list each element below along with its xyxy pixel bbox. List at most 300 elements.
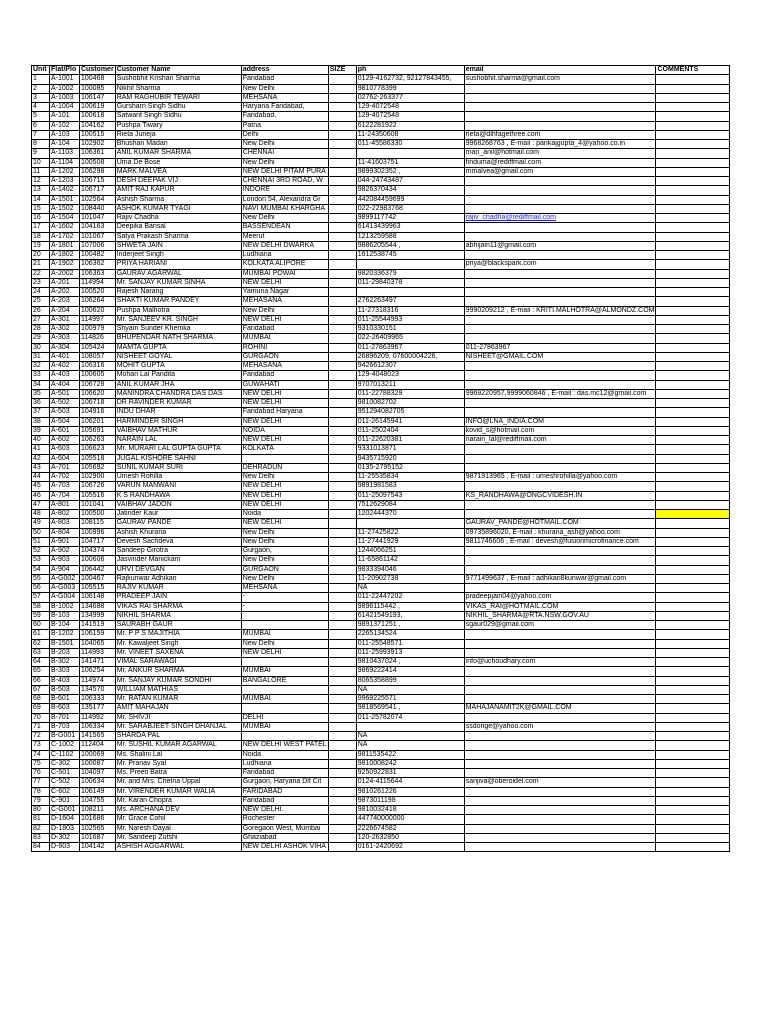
customer-id-cell: 104162: [80, 121, 116, 130]
address-cell: NOIDA: [241, 426, 328, 435]
customer-id-cell: 106254: [80, 667, 116, 676]
unit-cell: 31: [32, 352, 50, 361]
customer-id-cell: 102564: [80, 195, 116, 204]
comments-cell: [656, 297, 730, 306]
email-cell: [464, 787, 656, 796]
address-cell: Ludhiana: [241, 759, 328, 768]
table-row: [32, 732, 730, 741]
customer-name-cell: Mr. SANJAY KUMAR SONDHI: [115, 676, 241, 685]
customer-id-cell: 108115: [80, 519, 116, 528]
header-row: [32, 66, 730, 75]
customer-name-cell: Mr. SANJAY KUMAR SINHA: [115, 278, 241, 287]
email-cell: [464, 278, 656, 287]
customer-name-cell: BHUPENDAR NATH SHARMA: [115, 334, 241, 343]
flat-cell: B-103: [50, 611, 80, 620]
flat-cell: A-1203: [50, 177, 80, 186]
customer-id-cell: 100515: [80, 130, 116, 139]
address-cell: Faridabad: [241, 769, 328, 778]
comments-cell: [656, 704, 730, 713]
phone-cell: 9250922831: [356, 769, 464, 778]
customer-name-cell: Sandeep Girotra: [115, 547, 241, 556]
customer-name-cell: ASHISH AGGARWAL: [115, 843, 241, 852]
size-cell: [328, 75, 356, 84]
unit-cell: 80: [32, 806, 50, 815]
email-cell: [464, 223, 656, 232]
unit-cell: 13: [32, 186, 50, 195]
unit-cell: 8: [32, 140, 50, 149]
customer-name-cell: RAJIV KUMAR: [115, 584, 241, 593]
comments-cell: [656, 658, 730, 667]
customer-name-cell: Ms. Shalini Lal: [115, 750, 241, 759]
customer-name-cell: Ms. ARCHANA DEV: [115, 806, 241, 815]
table-row: [32, 223, 730, 232]
comments-cell: [656, 667, 730, 676]
phone-cell: 9435715920: [356, 454, 464, 463]
table-row: [32, 574, 730, 583]
address-cell: Haryana Faridabad,: [241, 103, 328, 112]
unit-cell: 2: [32, 84, 50, 93]
email-cell: [464, 463, 656, 472]
address-cell: [241, 611, 328, 620]
customer-id-cell: 100468: [80, 75, 116, 84]
size-cell: [328, 648, 356, 657]
table-row: [32, 685, 730, 694]
customer-id-cell: 106333: [80, 695, 116, 704]
address-cell: Gurgaon, Haryana Dlf Cit: [241, 778, 328, 787]
email-cell: GAURAV_PANDE@HOTMAIL.COM: [464, 519, 656, 528]
email-cell: 9969220957,9999060846 , E-mail : das.mc12@gmail.com: [464, 389, 656, 398]
comments-cell: [656, 602, 730, 611]
address-cell: Yamuna Nagar: [241, 288, 328, 297]
table-row: [32, 112, 730, 121]
size-cell: [328, 288, 356, 297]
flat-cell: A-801: [50, 500, 80, 509]
table-row: [32, 195, 730, 204]
flat-cell: A-1902: [50, 260, 80, 269]
email-cell: [464, 843, 656, 852]
flat-cell: A-404: [50, 380, 80, 389]
address-cell: NEW DELHI: [241, 648, 328, 657]
table-row: [32, 214, 730, 223]
customer-id-cell: 106363: [80, 269, 116, 278]
address-cell: KOLKATA: [241, 445, 328, 454]
table-row: [32, 204, 730, 213]
customer-name-cell: Sushobhit Krishan Sharma: [115, 75, 241, 84]
unit-cell: 68: [32, 695, 50, 704]
address-cell: NEW DELHI: [241, 436, 328, 445]
table-row: [32, 639, 730, 648]
address-cell: NEW DELHI PITAM PURA: [241, 167, 328, 176]
unit-cell: 67: [32, 685, 50, 694]
customer-name-cell: Mr. VIRENDER KUMAR WALIA: [115, 787, 241, 796]
customer-name-cell: Mr. P P S MAJITHIA: [115, 630, 241, 639]
email-cell: kovid_s@hotmail.com: [464, 426, 656, 435]
comments-cell: [656, 676, 730, 685]
comments-cell: [656, 454, 730, 463]
comments-cell: [656, 362, 730, 371]
table-row: [32, 362, 730, 371]
customer-id-cell: 134570: [80, 685, 116, 694]
size-cell: [328, 685, 356, 694]
customer-name-cell: AMIT MAHAJAN: [115, 704, 241, 713]
email-cell: [464, 759, 656, 768]
address-cell: Faridabad: [241, 371, 328, 380]
email-cell: 9771499637 , E-mail : adhikari8kunwar@gmail.com: [464, 574, 656, 583]
email-cell: [464, 824, 656, 833]
comments-cell: [656, 306, 730, 315]
unit-cell: 46: [32, 491, 50, 500]
table-row: [32, 741, 730, 750]
comments-cell: [656, 84, 730, 93]
table-row: [32, 510, 730, 519]
unit-cell: 5: [32, 112, 50, 121]
size-cell: [328, 251, 356, 260]
customer-id-cell: 108440: [80, 204, 116, 213]
size-cell: [328, 362, 356, 371]
customer-name-cell: DR RAVINDER KUMAR: [115, 399, 241, 408]
flat-cell: A-G004: [50, 593, 80, 602]
phone-cell: 9891371251 ,: [356, 621, 464, 630]
phone-cell: 120-2632850: [356, 833, 464, 842]
email-cell: [464, 232, 656, 241]
flat-cell: A-1702: [50, 232, 80, 241]
table-row: [32, 315, 730, 324]
address-cell: CHENNAI: [241, 149, 328, 158]
customer-name-cell: Jatinder Kaur: [115, 510, 241, 519]
address-cell: MUMBAI: [241, 695, 328, 704]
phone-cell: 0129-4162732, 92127843455,: [356, 75, 464, 84]
phone-cell: [356, 722, 464, 731]
address-cell: NAVI MUMBAI KHARGHA: [241, 204, 328, 213]
customer-id-cell: 104097: [80, 769, 116, 778]
phone-cell: 9811535422: [356, 750, 464, 759]
size-cell: [328, 602, 356, 611]
size-cell: [328, 325, 356, 334]
customer-name-cell: INDU DHAR: [115, 408, 241, 417]
address-cell: New Delhi: [241, 473, 328, 482]
comments-cell: [656, 260, 730, 269]
size-cell: [328, 769, 356, 778]
comments-cell: [656, 334, 730, 343]
comments-cell: [656, 269, 730, 278]
comments-cell: [656, 121, 730, 130]
size-cell: [328, 149, 356, 158]
email-cell: KS_RANDHAWA@ONGCVIDESH.IN: [464, 491, 656, 500]
table-row: [32, 297, 730, 306]
flat-cell: A-1003: [50, 93, 80, 102]
flat-cell: A-704: [50, 491, 80, 500]
phone-cell: 2762263497: [356, 297, 464, 306]
unit-cell: 58: [32, 602, 50, 611]
unit-cell: 83: [32, 833, 50, 842]
address-cell: BASSENDEAN: [241, 223, 328, 232]
size-cell: [328, 519, 356, 528]
email-cell: [464, 121, 656, 130]
size-cell: [328, 417, 356, 426]
customer-id-cell: 101067: [80, 232, 116, 241]
phone-cell: NA: [356, 732, 464, 741]
table-row: [32, 251, 730, 260]
email-cell: [464, 362, 656, 371]
customer-id-cell: 108057: [80, 352, 116, 361]
table-row: [32, 241, 730, 250]
comments-cell: [656, 611, 730, 620]
customer-name-cell: NIKHIL SHARMA: [115, 611, 241, 620]
email-cell: priya@blackspark.com: [464, 260, 656, 269]
email-cell: [464, 695, 656, 704]
email-cell: [464, 380, 656, 389]
customer-id-cell: 106316: [80, 362, 116, 371]
header-size: SIZE: [328, 66, 356, 75]
customer-id-cell: 101687: [80, 833, 116, 842]
unit-cell: 71: [32, 722, 50, 731]
size-cell: [328, 759, 356, 768]
email-cell[interactable]: rajiv_chadha@rediffmail.com: [464, 214, 656, 223]
table-row: [32, 334, 730, 343]
customer-id-cell: 106362: [80, 260, 116, 269]
size-cell: [328, 547, 356, 556]
comments-cell: [656, 500, 730, 509]
address-cell: Meerut: [241, 232, 328, 241]
size-cell: [328, 399, 356, 408]
customer-name-cell: SHAKTI KUMAR PANDEY: [115, 297, 241, 306]
unit-cell: 49: [32, 519, 50, 528]
customer-id-cell: 105516: [80, 491, 116, 500]
email-cell: abhijain11@gmail.com: [464, 241, 656, 250]
size-cell: [328, 343, 356, 352]
phone-cell: 129-4072548: [356, 103, 464, 112]
comments-cell: [656, 75, 730, 84]
size-cell: [328, 380, 356, 389]
header-phone: ph: [356, 66, 464, 75]
comments-cell: [656, 787, 730, 796]
email-cell: info@uchoudhary.com: [464, 658, 656, 667]
customer-id-cell: 114974: [80, 676, 116, 685]
table-body: [32, 75, 730, 852]
size-cell: [328, 778, 356, 787]
unit-cell: 62: [32, 639, 50, 648]
address-cell: Gurgaon,: [241, 547, 328, 556]
email-cell: [464, 399, 656, 408]
table-row: [32, 491, 730, 500]
table-row: [32, 130, 730, 139]
customer-id-cell: 104065: [80, 639, 116, 648]
size-cell: [328, 843, 356, 852]
unit-cell: 52: [32, 547, 50, 556]
customer-id-cell: 104142: [80, 843, 116, 852]
unit-cell: 43: [32, 463, 50, 472]
address-cell: Noida: [241, 510, 328, 519]
customer-id-cell: 141471: [80, 658, 116, 667]
comments-cell: [656, 149, 730, 158]
address-cell: MEHASANA: [241, 362, 328, 371]
table-row: [32, 500, 730, 509]
unit-cell: 11: [32, 167, 50, 176]
address-cell: Rochester: [241, 815, 328, 824]
phone-cell: 26896209, 07600004226,: [356, 352, 464, 361]
customer-name-cell: VARUN MANWANI: [115, 482, 241, 491]
flat-cell: A-901: [50, 537, 80, 546]
email-cell: 9968268763 , E-mail : pankajgupta_4@yahoo.co.in: [464, 140, 656, 149]
header-address: address: [241, 66, 328, 75]
table-row: [32, 463, 730, 472]
customer-id-cell: 105518: [80, 454, 116, 463]
phone-cell: 011-22620381: [356, 436, 464, 445]
size-cell: [328, 130, 356, 139]
customer-id-cell: 100979: [80, 325, 116, 334]
customer-id-cell: 114826: [80, 334, 116, 343]
comments-cell: [656, 186, 730, 195]
unit-cell: 81: [32, 815, 50, 824]
email-cell: [464, 445, 656, 454]
email-cell: INFO@LNA_INDIA.COM: [464, 417, 656, 426]
phone-cell: 61413439963: [356, 223, 464, 232]
unit-cell: 63: [32, 648, 50, 657]
size-cell: [328, 824, 356, 833]
comments-cell: [656, 371, 730, 380]
customer-name-cell: MOHIT GUPTA: [115, 362, 241, 371]
unit-cell: 56: [32, 584, 50, 593]
table-row: [32, 140, 730, 149]
customer-id-cell: 134999: [80, 611, 116, 620]
flat-cell: A-304: [50, 343, 80, 352]
customer-name-cell: RAM RAGHUBIR TEWARI: [115, 93, 241, 102]
address-cell: NEW DELHI: [241, 482, 328, 491]
size-cell: [328, 186, 356, 195]
email-cell: [464, 648, 656, 657]
address-cell: Faridabad: [241, 75, 328, 84]
table-row: [32, 482, 730, 491]
email-cell: NISHEET@GMAIL.COM: [464, 352, 656, 361]
phone-cell: 9331013871: [356, 445, 464, 454]
address-cell: New Delhi: [241, 158, 328, 167]
size-cell: [328, 334, 356, 343]
address-cell: DELHI: [241, 713, 328, 722]
flat-cell: A-1504: [50, 214, 80, 223]
address-cell: MEHSANA: [241, 93, 328, 102]
email-cell: [464, 547, 656, 556]
table-row: [32, 584, 730, 593]
email-cell: [464, 482, 656, 491]
size-cell: [328, 232, 356, 241]
customer-name-cell: Mr. Sandeep Zutshi: [115, 833, 241, 842]
customer-name-cell: Mr. VINEET SAXENA: [115, 648, 241, 657]
table-row: [32, 93, 730, 102]
customer-name-cell: Ashish Khurana: [115, 528, 241, 537]
table-row: [32, 371, 730, 380]
address-cell: Goregaon West, Mumbai: [241, 824, 328, 833]
address-cell: NEW DELHI.: [241, 806, 328, 815]
phone-cell: 9707013211: [356, 380, 464, 389]
unit-cell: 30: [32, 343, 50, 352]
unit-cell: 29: [32, 334, 50, 343]
customer-name-cell: Mr. and Mrs. Chetna Uppal: [115, 778, 241, 787]
phone-cell: 9426612307: [356, 362, 464, 371]
unit-cell: 23: [32, 278, 50, 287]
comments-cell: [656, 843, 730, 852]
email-cell: [464, 713, 656, 722]
customer-id-cell: 106717: [80, 186, 116, 195]
table-row: [32, 454, 730, 463]
customer-id-cell: 106334: [80, 722, 116, 731]
comments-cell: [656, 112, 730, 121]
comments-cell: [656, 556, 730, 565]
comments-cell: [656, 251, 730, 260]
customer-name-cell: HARMINDER SINGH: [115, 417, 241, 426]
unit-cell: 78: [32, 787, 50, 796]
size-cell: [328, 84, 356, 93]
phone-cell: 129-4072548: [356, 112, 464, 121]
comments-cell: [656, 463, 730, 472]
customer-name-cell: MARK MALVEA: [115, 167, 241, 176]
customer-name-cell: Mr. RATAN KUMAR: [115, 695, 241, 704]
unit-cell: 57: [32, 593, 50, 602]
table-row: [32, 278, 730, 287]
address-cell: New Delhi: [241, 537, 328, 546]
flat-cell: C-501: [50, 769, 80, 778]
flat-cell: A-1103: [50, 149, 80, 158]
phone-cell: 044-24743487: [356, 177, 464, 186]
unit-cell: 17: [32, 223, 50, 232]
comments-cell: [656, 380, 730, 389]
table-row: [32, 436, 730, 445]
phone-cell: 951294082705: [356, 408, 464, 417]
address-cell: Noida: [241, 750, 328, 759]
phone-cell: 9869222414: [356, 667, 464, 676]
address-cell: NEW DELHI DWARKA: [241, 241, 328, 250]
size-cell: [328, 732, 356, 741]
unit-cell: 33: [32, 371, 50, 380]
flat-cell: A-604: [50, 454, 80, 463]
flat-cell: B-1202: [50, 630, 80, 639]
customer-id-cell: 106726: [80, 482, 116, 491]
phone-cell: 9810437024 ,: [356, 658, 464, 667]
table-row: [32, 537, 730, 546]
table-row: [32, 824, 730, 833]
comments-cell: [656, 824, 730, 833]
customer-name-cell: Inderjeet Singh: [115, 251, 241, 260]
phone-cell: 2226674582: [356, 824, 464, 833]
comments-cell: [656, 426, 730, 435]
customer-id-cell: 100482: [80, 251, 116, 260]
email-cell: man_anil@hotmail.com: [464, 149, 656, 158]
unit-cell: 54: [32, 565, 50, 574]
customer-id-cell: 106148: [80, 593, 116, 602]
address-cell: DEHRADUN: [241, 463, 328, 472]
size-cell: [328, 704, 356, 713]
flat-cell: B-703: [50, 722, 80, 731]
comments-cell: [656, 796, 730, 805]
table-row: [32, 547, 730, 556]
size-cell: [328, 565, 356, 574]
customer-name-cell: SUNIL KUMAR SURI: [115, 463, 241, 472]
customer-id-cell: 106149: [80, 787, 116, 796]
flat-cell: A-104: [50, 140, 80, 149]
customer-id-cell: 106620: [80, 389, 116, 398]
table-row: [32, 445, 730, 454]
customer-name-cell: Satwant Singh Sidhu: [115, 112, 241, 121]
flat-cell: C-602: [50, 787, 80, 796]
address-cell: New Delhi: [241, 639, 328, 648]
unit-cell: 20: [32, 251, 50, 260]
address-cell: Ludhiana: [241, 251, 328, 260]
email-cell: 9990209212 , E-mail : KRITI.MALHOTRA@ALMONDZ.COM: [465, 306, 655, 314]
phone-cell: 129-4048023: [356, 371, 464, 380]
table-row: [32, 75, 730, 84]
unit-cell: 53: [32, 556, 50, 565]
unit-cell: 38: [32, 417, 50, 426]
flat-cell: D-603: [50, 843, 80, 852]
